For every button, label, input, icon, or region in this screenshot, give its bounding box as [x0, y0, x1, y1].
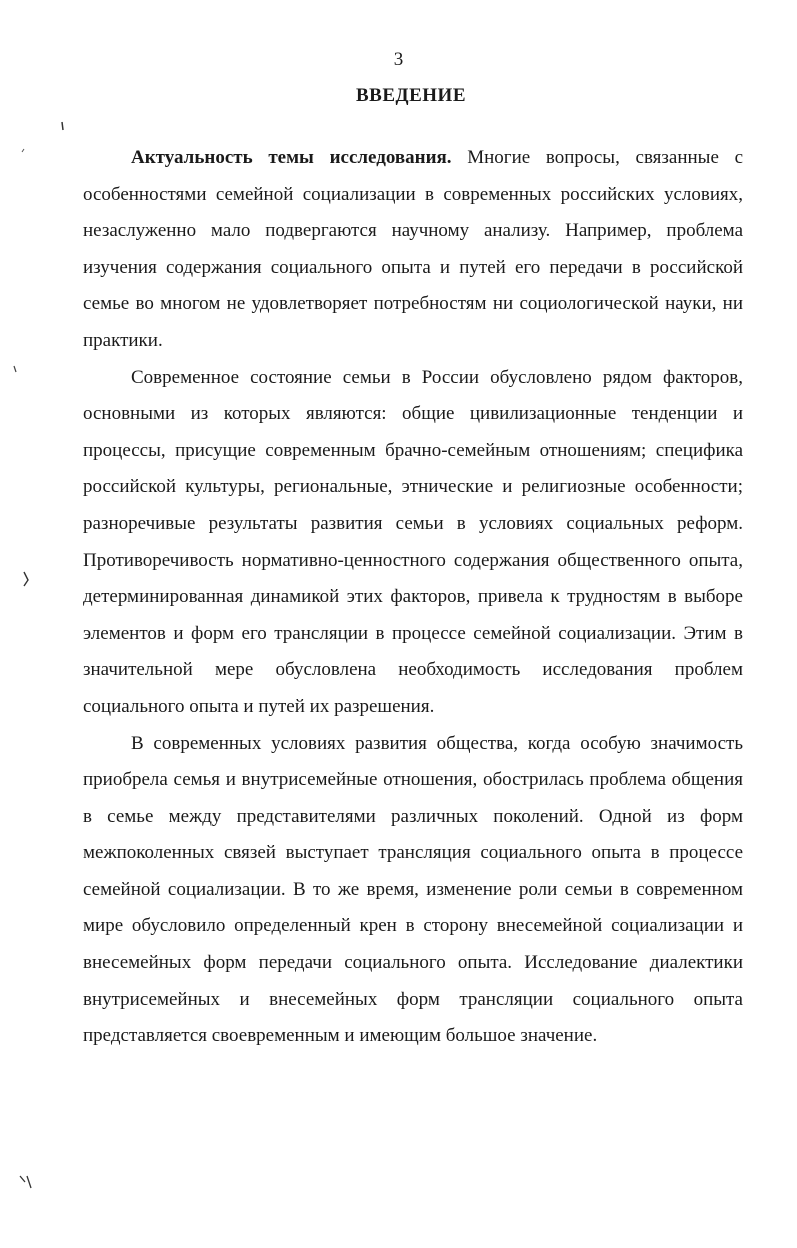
page-number: 3 [393, 49, 404, 70]
scan-speck [14, 366, 16, 372]
page-title: ВВЕДЕНИЕ [356, 85, 466, 106]
paragraph-text: В современных условиях развития общества, когда особую значимость приобрела семья и внутрисемейные отношения, обострилась проблема общения в семье между представителями различных поколений. Одной из форм межпоколенных связей выступает трансляция социального опыта в процессе семейной социализации. В то же время, изменение роли семьи в современном мире обусловило определенный крен в сторону внесемейной социализации и внесемейных форм передачи социального опыта. Исследование диалектики внутрисемейных и внесемейных форм трансляции социального опыта представляется своевременным и имеющим большое значение. [83, 732, 743, 1047]
paragraph-1 [83, 140, 743, 360]
paragraph-3 [83, 726, 743, 1055]
body-text [83, 140, 743, 1055]
scan-speck [22, 149, 24, 152]
scan-speck [62, 122, 63, 130]
scan-speck [20, 1176, 31, 1188]
paragraph-text: Многие вопросы, связанные с особенностями семейной социализации в современных российских условиях, незаслуженно мало подвергаются научному анализу. Например, проблема изучения содержания социального опыта и путей его передачи в российской семье во многом не удовлетворяет потребностям ни социологической науки, ни практики. [83, 147, 744, 351]
paragraph-2 [83, 360, 743, 726]
paragraph-text: Современное состояние семьи в России обусловлено рядом факторов, основными из которых являются: общие цивилизационные тенденции и процессы, присущие современным брачно-семейным отношениям; специфика российской культуры, региональные, этнические и религиозные особенности; разноречивые результаты развития семьи в условиях социальных реформ. Противоречивость нормативно-ценностного содержания общественного опыта, детерминированная динамикой этих факторов, привела к трудностям в выборе элементов и форм его трансляции в процессе семейной социализации. Этим в значительной мере обусловлена необходимость исследования проблем социального опыта и путей их разрешения. [83, 366, 743, 717]
scan-speck [24, 572, 28, 586]
paragraph-lead: Актуальность темы исследования. [131, 147, 452, 168]
